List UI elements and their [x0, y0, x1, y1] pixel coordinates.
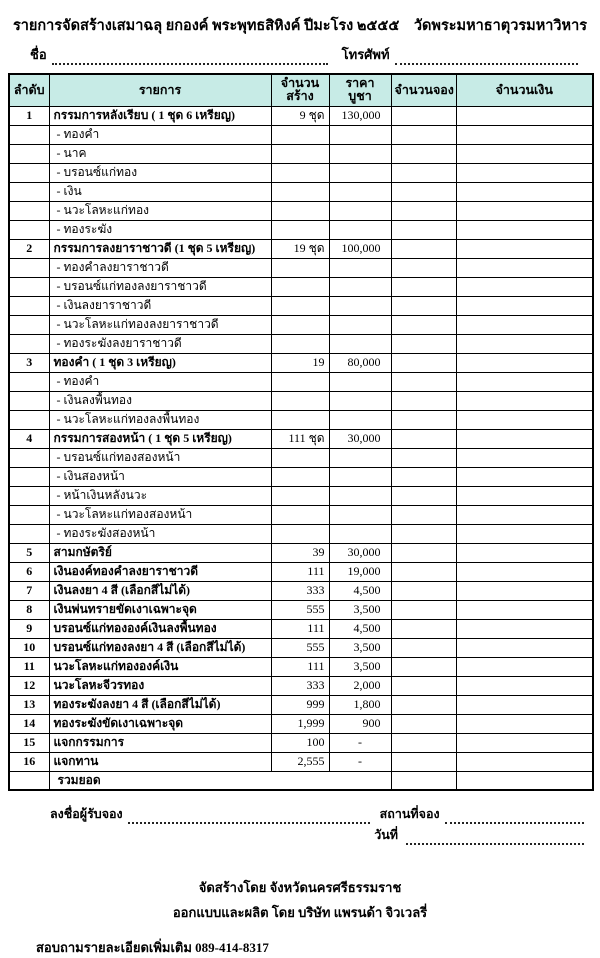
price-cell — [329, 467, 391, 486]
table-row — [9, 752, 593, 771]
sign-label: ลงชื่อผู้รับจอง — [50, 807, 123, 821]
column-header-amount: จำนวนเงิน — [456, 74, 593, 106]
price-cell: 80,000 — [329, 353, 391, 372]
amount-cell — [456, 258, 593, 277]
price-cell: 2,000 — [329, 676, 391, 695]
reserved-qty-cell — [391, 543, 456, 562]
price-cell: 1,800 — [329, 695, 391, 714]
amount-cell — [456, 277, 593, 296]
reserved-qty-cell — [391, 448, 456, 467]
table-row — [9, 714, 593, 733]
amount-cell — [456, 296, 593, 315]
order-number-cell: 9 — [9, 619, 49, 638]
quantity-made-cell — [271, 258, 329, 277]
order-number-cell: 12 — [9, 676, 49, 695]
table-row — [9, 486, 593, 505]
amount-cell — [456, 391, 593, 410]
item-name-cell: ทองคำ ( 1 ชุด 3 เหรียญ) — [49, 353, 271, 372]
price-cell — [329, 391, 391, 410]
contact-phone-line: สอบถามรายละเอียดเพิ่มเติม 089-414-8317 — [36, 940, 269, 955]
quantity-made-cell: 999 — [271, 695, 329, 714]
item-name-cell: บรอนซ์แก่ทององค์เงินลงพื้นทอง — [49, 619, 271, 638]
item-name-cell: - นวะโลหะแก่ทองลงพื้นทอง — [49, 410, 271, 429]
item-name-cell: - ทองระฆังลงยาราชาวดี — [49, 334, 271, 353]
amount-cell — [456, 543, 593, 562]
price-cell: 4,500 — [329, 581, 391, 600]
order-number-cell: 8 — [9, 600, 49, 619]
table-row — [9, 676, 593, 695]
table-row — [9, 505, 593, 524]
item-name-cell: เงินองค์ทองคำลงยาราชาวดี — [49, 562, 271, 581]
amount-cell — [456, 676, 593, 695]
reserved-qty-cell — [391, 638, 456, 657]
table-row — [9, 467, 593, 486]
quantity-made-cell — [271, 467, 329, 486]
quantity-made-cell: 111 — [271, 619, 329, 638]
reserved-qty-cell — [391, 619, 456, 638]
quantity-made-cell — [271, 315, 329, 334]
price-cell: - — [329, 733, 391, 752]
quantity-made-cell — [271, 334, 329, 353]
price-cell: 30,000 — [329, 429, 391, 448]
quantity-made-cell: 333 — [271, 676, 329, 695]
reserved-qty-cell — [391, 106, 456, 125]
item-name-cell: นวะโลหะแก่ทององค์เงิน — [49, 657, 271, 676]
reserved-qty-cell — [391, 752, 456, 771]
table-row — [9, 334, 593, 353]
price-cell: 130,000 — [329, 106, 391, 125]
table-row — [9, 638, 593, 657]
total-row — [9, 771, 593, 790]
item-name-cell: เงินพ่นทรายขัดเงาเฉพาะจุด — [49, 600, 271, 619]
item-name-cell: - นวะโลหะแก่ทองสองหน้า — [49, 505, 271, 524]
item-name-cell: - บรอนซ์แก่ทองลงยาราชาวดี — [49, 277, 271, 296]
price-cell — [329, 220, 391, 239]
reserved-qty-cell — [391, 125, 456, 144]
reserved-qty-cell — [391, 524, 456, 543]
price-cell — [329, 125, 391, 144]
price-cell: 3,500 — [329, 638, 391, 657]
quantity-made-cell: 1,999 — [271, 714, 329, 733]
phone-fill-line — [395, 53, 578, 65]
order-number-cell: 14 — [9, 714, 49, 733]
item-name-cell: แจกกรรมการ — [49, 733, 271, 752]
table-row — [9, 619, 593, 638]
amount-cell — [456, 353, 593, 372]
item-name-cell: สามกษัตริย์ — [49, 543, 271, 562]
reserved-qty-cell — [391, 562, 456, 581]
order-number-cell — [9, 201, 49, 220]
price-cell — [329, 296, 391, 315]
quantity-made-cell: 19 ชุด — [271, 239, 329, 258]
price-cell — [329, 334, 391, 353]
order-number-cell — [9, 334, 49, 353]
table-header — [9, 74, 593, 106]
order-number-cell — [9, 220, 49, 239]
price-cell — [329, 144, 391, 163]
reserved-qty-cell — [391, 467, 456, 486]
order-number-cell: 4 — [9, 429, 49, 448]
order-number-cell — [9, 182, 49, 201]
price-cell — [329, 524, 391, 543]
table-row — [9, 657, 593, 676]
price-cell — [329, 315, 391, 334]
item-name-cell: กรรมการลงยาราชาวดี (1 ชุด 5 เหรียญ) — [49, 239, 271, 258]
item-name-cell: - นาค — [49, 144, 271, 163]
order-number-cell — [9, 524, 49, 543]
total-label-cell: รวมยอด — [49, 771, 391, 790]
column-header-item: รายการ — [49, 74, 271, 106]
amount-cell — [456, 695, 593, 714]
reserved-qty-cell — [391, 315, 456, 334]
reserved-qty-cell — [391, 258, 456, 277]
amount-cell — [456, 733, 593, 752]
price-cell — [329, 277, 391, 296]
order-number-cell: 3 — [9, 353, 49, 372]
order-table — [8, 73, 594, 791]
amount-cell — [456, 486, 593, 505]
order-number-cell: 10 — [9, 638, 49, 657]
order-number-cell — [9, 410, 49, 429]
phone-label: โทรศัพท์ — [341, 47, 390, 62]
total-reserved-cell — [391, 771, 456, 790]
reserved-qty-cell — [391, 714, 456, 733]
reserved-qty-cell — [391, 486, 456, 505]
quantity-made-cell — [271, 201, 329, 220]
quantity-made-cell — [271, 277, 329, 296]
item-name-cell: เงินลงยา 4 สี (เลือกสีไม่ได้) — [49, 581, 271, 600]
amount-cell — [456, 562, 593, 581]
reserved-qty-cell — [391, 182, 456, 201]
quantity-made-cell: 333 — [271, 581, 329, 600]
item-name-cell: - ทองระฆัง — [49, 220, 271, 239]
table-row — [9, 106, 593, 125]
table-row — [9, 524, 593, 543]
order-number-cell — [9, 144, 49, 163]
quantity-made-cell: 111 — [271, 562, 329, 581]
table-row — [9, 144, 593, 163]
table-row — [9, 562, 593, 581]
table-row — [9, 448, 593, 467]
order-number-cell: 13 — [9, 695, 49, 714]
amount-cell — [456, 638, 593, 657]
reserved-qty-cell — [391, 600, 456, 619]
column-header-qty: จำนวน สร้าง — [271, 74, 329, 106]
quantity-made-cell — [271, 163, 329, 182]
table-row — [9, 695, 593, 714]
column-header-reserved: จำนวนจอง — [391, 74, 456, 106]
order-number-cell — [9, 277, 49, 296]
name-fill-line — [52, 53, 328, 65]
price-cell: 19,000 — [329, 562, 391, 581]
reserved-qty-cell — [391, 334, 456, 353]
price-cell — [329, 448, 391, 467]
date-label: วันที่ — [374, 828, 398, 842]
place-fill-line — [445, 812, 584, 824]
item-name-cell: - ทองระฆังสองหน้า — [49, 524, 271, 543]
amount-cell — [456, 410, 593, 429]
quantity-made-cell: 39 — [271, 543, 329, 562]
table-row — [9, 600, 593, 619]
quantity-made-cell — [271, 144, 329, 163]
item-name-cell: - ทองคำ — [49, 125, 271, 144]
quantity-made-cell — [271, 524, 329, 543]
order-number-cell — [9, 315, 49, 334]
amount-cell — [456, 600, 593, 619]
price-cell: 3,500 — [329, 600, 391, 619]
place-label: สถานที่จอง — [379, 807, 440, 821]
reserved-qty-cell — [391, 163, 456, 182]
table-row — [9, 220, 593, 239]
reserved-qty-cell — [391, 391, 456, 410]
table-row — [9, 581, 593, 600]
item-name-cell: นวะโลหะจีวรทอง — [49, 676, 271, 695]
price-cell — [329, 486, 391, 505]
order-number-cell: 7 — [9, 581, 49, 600]
reserved-qty-cell — [391, 201, 456, 220]
quantity-made-cell — [271, 125, 329, 144]
order-number-cell: 15 — [9, 733, 49, 752]
price-cell — [329, 182, 391, 201]
item-name-cell: ทองระฆังขัดเงาเฉพาะจุด — [49, 714, 271, 733]
order-number-cell — [9, 505, 49, 524]
order-number-cell — [9, 486, 49, 505]
quantity-made-cell — [271, 448, 329, 467]
amount-cell — [456, 372, 593, 391]
amount-cell — [456, 448, 593, 467]
order-number-cell: 11 — [9, 657, 49, 676]
amount-cell — [456, 657, 593, 676]
amount-cell — [456, 220, 593, 239]
reserved-qty-cell — [391, 144, 456, 163]
table-row — [9, 125, 593, 144]
price-cell — [329, 372, 391, 391]
reserved-qty-cell — [391, 277, 456, 296]
price-cell — [329, 410, 391, 429]
reserved-qty-cell — [391, 410, 456, 429]
amount-cell — [456, 106, 593, 125]
amount-cell — [456, 714, 593, 733]
reserved-qty-cell — [391, 657, 456, 676]
order-number-cell: 2 — [9, 239, 49, 258]
item-name-cell: - นวะโลหะแก่ทองลงยาราชาวดี — [49, 315, 271, 334]
price-cell — [329, 201, 391, 220]
quantity-made-cell: 111 ชุด — [271, 429, 329, 448]
amount-cell — [456, 239, 593, 258]
total-amount-cell — [456, 771, 593, 790]
designed-by-line: ออกแบบและผลิต โดย บริษัท แพรนด้า จิวเวลรี่ — [172, 905, 428, 920]
price-cell: 30,000 — [329, 543, 391, 562]
table-row — [9, 372, 593, 391]
item-name-cell: กรรมการหลังเรียบ ( 1 ชุด 6 เหรียญ) — [49, 106, 271, 125]
name-phone-line — [30, 47, 578, 65]
quantity-made-cell: 555 — [271, 638, 329, 657]
price-cell: 4,500 — [329, 619, 391, 638]
table-row — [9, 239, 593, 258]
price-cell — [329, 163, 391, 182]
quantity-made-cell: 100 — [271, 733, 329, 752]
quantity-made-cell — [271, 505, 329, 524]
amount-cell — [456, 524, 593, 543]
item-name-cell: - บรอนซ์แก่ทองสองหน้า — [49, 448, 271, 467]
price-cell — [329, 505, 391, 524]
amount-cell — [456, 125, 593, 144]
price-cell — [329, 258, 391, 277]
reserved-qty-cell — [391, 676, 456, 695]
reserved-qty-cell — [391, 429, 456, 448]
item-name-cell: - หน้าเงินหลังนวะ — [49, 486, 271, 505]
table-row — [9, 429, 593, 448]
order-number-cell: 1 — [9, 106, 49, 125]
item-name-cell: - นวะโลหะแก่ทอง — [49, 201, 271, 220]
item-name-cell: - บรอนซ์แก่ทอง — [49, 163, 271, 182]
quantity-made-cell — [271, 182, 329, 201]
price-cell: 900 — [329, 714, 391, 733]
price-cell: 100,000 — [329, 239, 391, 258]
table-row — [9, 353, 593, 372]
quantity-made-cell: 2,555 — [271, 752, 329, 771]
order-number-cell: 5 — [9, 543, 49, 562]
page-title: รายการจัดสร้างเสมาฉลุ ยกองค์ พระพุทธสิหิงค์ ปีมะโรง ๒๕๕๕ วัดพระมหาธาตุวรมหาวิหาร — [12, 18, 588, 34]
date-line — [8, 828, 584, 845]
item-name-cell: แจกทาน — [49, 752, 271, 771]
reserved-qty-cell — [391, 695, 456, 714]
amount-cell — [456, 581, 593, 600]
table-row — [9, 201, 593, 220]
table-row — [9, 296, 593, 315]
sign-fill-line — [128, 812, 370, 824]
date-fill-line — [406, 833, 584, 845]
amount-cell — [456, 429, 593, 448]
item-name-cell: - ทองคำลงยาราชาวดี — [49, 258, 271, 277]
item-name-cell: - เงินสองหน้า — [49, 467, 271, 486]
price-cell: 3,500 — [329, 657, 391, 676]
reserved-qty-cell — [391, 372, 456, 391]
item-name-cell: - เงินลงยาราชาวดี — [49, 296, 271, 315]
amount-cell — [456, 752, 593, 771]
order-number-cell — [9, 448, 49, 467]
quantity-made-cell — [271, 410, 329, 429]
amount-cell — [456, 201, 593, 220]
total-no-cell — [9, 771, 49, 790]
table-row — [9, 163, 593, 182]
signature-line — [50, 807, 584, 824]
item-name-cell: กรรมการสองหน้า ( 1 ชุด 5 เหรียญ) — [49, 429, 271, 448]
quantity-made-cell: 19 — [271, 353, 329, 372]
order-number-cell: 6 — [9, 562, 49, 581]
amount-cell — [456, 144, 593, 163]
reserved-qty-cell — [391, 733, 456, 752]
item-name-cell: บรอนซ์แก่ทองลงยา 4 สี (เลือกสีไม่ได้) — [49, 638, 271, 657]
quantity-made-cell: 9 ชุด — [271, 106, 329, 125]
amount-cell — [456, 467, 593, 486]
amount-cell — [456, 182, 593, 201]
table-body — [9, 106, 593, 771]
order-number-cell — [9, 258, 49, 277]
amount-cell — [456, 315, 593, 334]
table-row — [9, 543, 593, 562]
item-name-cell: - ทองคำ — [49, 372, 271, 391]
amount-cell — [456, 505, 593, 524]
order-number-cell — [9, 391, 49, 410]
order-number-cell — [9, 467, 49, 486]
quantity-made-cell: 111 — [271, 657, 329, 676]
made-by-line: จัดสร้างโดย จังหวัดนครศรีธรรมราช — [198, 880, 402, 895]
reserved-qty-cell — [391, 296, 456, 315]
order-number-cell — [9, 125, 49, 144]
item-name-cell: ทองระฆังลงยา 4 สี (เลือกสีไม่ได้) — [49, 695, 271, 714]
reserved-qty-cell — [391, 220, 456, 239]
table-row — [9, 391, 593, 410]
column-header-price: ราคา บูชา — [329, 74, 391, 106]
reserved-qty-cell — [391, 353, 456, 372]
amount-cell — [456, 163, 593, 182]
order-number-cell — [9, 163, 49, 182]
table-row — [9, 182, 593, 201]
table-row — [9, 315, 593, 334]
reserved-qty-cell — [391, 505, 456, 524]
quantity-made-cell — [271, 296, 329, 315]
name-label: ชื่อ — [30, 47, 47, 62]
order-number-cell — [9, 296, 49, 315]
amount-cell — [456, 619, 593, 638]
reserved-qty-cell — [391, 581, 456, 600]
item-name-cell: - เงิน — [49, 182, 271, 201]
table-row — [9, 277, 593, 296]
reserved-qty-cell — [391, 239, 456, 258]
column-header-no: ลำดับ — [9, 74, 49, 106]
table-row — [9, 258, 593, 277]
quantity-made-cell — [271, 486, 329, 505]
order-number-cell: 16 — [9, 752, 49, 771]
quantity-made-cell — [271, 372, 329, 391]
quantity-made-cell — [271, 391, 329, 410]
amount-cell — [456, 334, 593, 353]
quantity-made-cell — [271, 220, 329, 239]
quantity-made-cell: 555 — [271, 600, 329, 619]
table-row — [9, 733, 593, 752]
price-cell: - — [329, 752, 391, 771]
order-number-cell — [9, 372, 49, 391]
item-name-cell: - เงินลงพื้นทอง — [49, 391, 271, 410]
table-row — [9, 410, 593, 429]
